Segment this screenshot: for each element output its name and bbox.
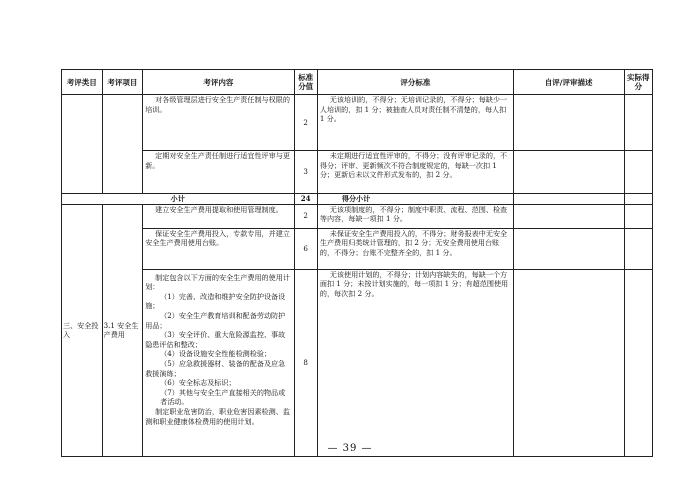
plan-item-2: （2）安全生产教育培训和配备劳动防护用品；: [145, 310, 286, 330]
subtotal-label-2: 得分小计: [317, 194, 513, 205]
plan-item-3: （3）安全评价、重大危险源监控、事故隐患评估和整改；: [145, 330, 286, 349]
score-cell: 6: [294, 228, 317, 269]
table-row: [62, 204, 653, 228]
category-cell-empty: [62, 95, 103, 194]
actual-score-cell: [624, 95, 652, 151]
header-actual-score: 实际得分: [624, 70, 652, 95]
score-cell: 2: [294, 95, 317, 151]
table-header-row: [62, 70, 653, 95]
self-review-cell: [513, 194, 624, 205]
item-cell: 3.1 安全生产费用: [102, 204, 143, 456]
plan-intro: 制定包含以下方面的安全生产费用的使用计划：: [145, 272, 290, 292]
plan-item-6: （6）安全标志及标识；: [160, 378, 236, 388]
actual-score-cell: [624, 269, 652, 456]
header-category: 考评类目: [62, 70, 103, 95]
header-item: 考评项目: [102, 70, 143, 95]
criteria-cell: 无该使用计划的，不得分；计划内容缺失的，每缺一个方面扣 1 分；未按计划实施的，每一项扣 1 分；有超范围使用的，每次扣 2 分。: [317, 269, 513, 456]
content-cell: 对各级管理层进行安全生产责任制与权限的培训。: [143, 95, 294, 151]
actual-score-cell: [624, 151, 652, 194]
evaluation-table: [61, 69, 653, 457]
self-review-cell: [513, 228, 624, 269]
plan-item-5: （5）应急救援器材、装备的配备及应急救援演练；: [145, 358, 286, 378]
content-cell: 建立安全生产费用提取和使用管理制度。: [143, 204, 294, 228]
criteria-cell: 无该项制度的，不得分；制度中职责、流程、范围、检查等内容，每缺一项扣 1 分。: [317, 204, 513, 228]
plan-item-4: （4）设备设施安全性能检测检验；: [160, 349, 272, 359]
self-review-cell: [513, 151, 624, 194]
table-row: [62, 228, 653, 269]
page-number: — 39 —: [327, 443, 373, 454]
score-cell: 2: [294, 204, 317, 228]
plan-item-7: （7）其他与安全生产直接相关的物品或者活动。: [160, 387, 286, 407]
actual-score-cell: [624, 194, 652, 205]
header-self-review: 自评/评审描述: [513, 70, 624, 95]
table-row: [62, 151, 653, 194]
header-content: 考评内容: [143, 70, 294, 95]
criteria-cell: 未定期进行适宜性评审的，不得分；没有评审记录的，不得分；评审、更新频次不符合制度规定的，每缺一次扣 1 分；更新后未以文件形式发布的，扣 2 分。: [317, 151, 513, 194]
actual-score-cell: [624, 228, 652, 269]
plan-outro: 制定职业危害防治，职业危害因素检测、监测和职业健康体检费用的使用计划。: [145, 406, 290, 426]
header-standard-score: 标准分值: [294, 70, 317, 95]
content-cell: 保证安全生产费用投入，专款专用，并建立安全生产费用使用台账。: [143, 228, 294, 269]
score-cell: 3: [294, 151, 317, 194]
subtotal-label: 小计: [62, 194, 295, 205]
criteria-cell: 无该培训的，不得分；无培训记录的，不得分；每缺少一人培训的，扣 1 分；被抽查人员对责任制不清楚的，每人扣 1 分。: [317, 95, 513, 151]
content-cell: 定期对安全生产责任制进行适宜性评审与更新。: [143, 151, 294, 194]
item-cell-empty: [102, 95, 143, 194]
table-row: [62, 95, 653, 151]
header-criteria: 评分标准: [317, 70, 513, 95]
subtotal-row: [62, 194, 653, 205]
content-cell-plan: [143, 269, 294, 456]
self-review-cell: [513, 95, 624, 151]
score-cell: 8: [294, 269, 317, 456]
subtotal-score: 24: [294, 194, 317, 205]
self-review-cell: [513, 269, 624, 456]
self-review-cell: [513, 204, 624, 228]
plan-item-1: （1）完善、改造和维护安全防护设备设施；: [145, 291, 286, 311]
category-cell: 三、安全投入: [62, 204, 103, 456]
criteria-cell: 未保证安全生产费用投入的，不得分；财务报表中无安全生产费用归类统计管理的，扣 2 分；无安全费用使用台账的，不得分；台账不完整齐全的，扣 1 分。: [317, 228, 513, 269]
actual-score-cell: [624, 204, 652, 228]
table-row: [62, 269, 653, 456]
